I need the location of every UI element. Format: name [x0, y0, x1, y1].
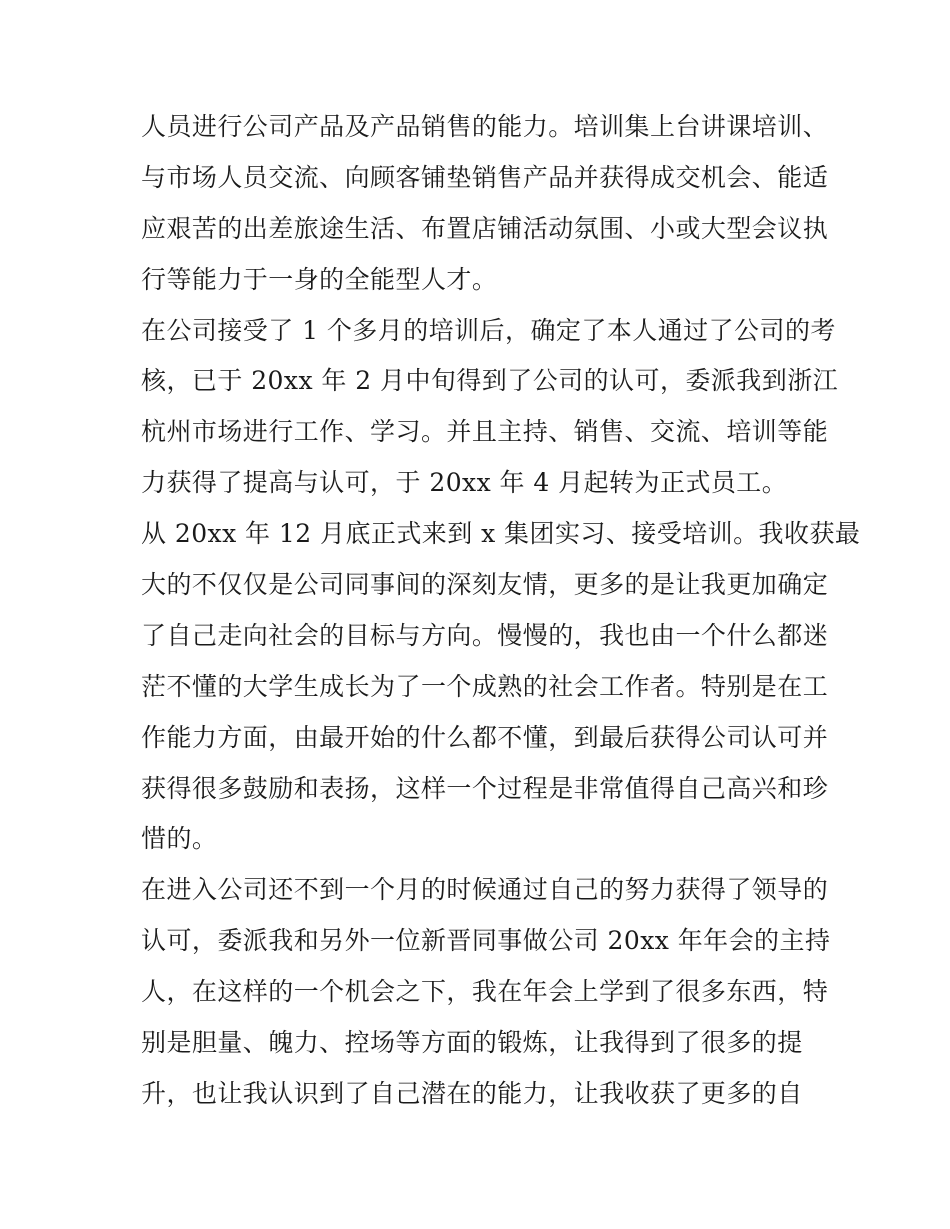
text-line: 茫不懂的大学生成长为了一个成熟的社会工作者。特别是在工: [141, 671, 829, 701]
text-line: 作能力方面，由最开始的什么都不懂，到最后获得公司认可并: [141, 722, 829, 752]
text-line: 从 20xx 年 12 月底正式来到 x 集团实习、接受培训。我收获最: [141, 519, 861, 549]
text-line: 在公司接受了 1 个多月的培训后，确定了本人通过了公司的考: [141, 315, 836, 345]
text-line: 核，已于 20xx 年 2 月中旬得到了公司的认可，委派我到浙江: [141, 366, 839, 396]
text-line: 获得很多鼓励和表扬，这样一个过程是非常值得自己高兴和珍: [141, 773, 829, 803]
text-line: 在进入公司还不到一个月的时候通过自己的努力获得了领导的: [141, 875, 829, 905]
text-line: 人，在这样的一个机会之下，我在年会上学到了很多东西，特: [141, 977, 829, 1007]
text-line: 大的不仅仅是公司同事间的深刻友情，更多的是让我更加确定: [141, 570, 829, 600]
body-text: [141, 102, 861, 1120]
text-line: 了自己走向社会的目标与方向。慢慢的，我也由一个什么都迷: [141, 620, 829, 650]
text-line: 力获得了提高与认可，于 20xx 年 4 月起转为正式员工。: [141, 468, 788, 498]
text-line: 与市场人员交流、向顾客铺垫销售产品并获得成交机会、能适: [141, 162, 829, 192]
text-line: 人员进行公司产品及产品销售的能力。培训集上台讲课培训、: [141, 112, 829, 141]
text-line: 惜的。: [141, 824, 218, 854]
text-line: 杭州市场进行工作、学习。并且主持、销售、交流、培训等能: [141, 417, 829, 447]
text-line: 应艰苦的出差旅途生活、布置店铺活动氛围、小或大型会议执: [141, 213, 829, 243]
text-line: 升，也让我认识到了自己潜在的能力，让我收获了更多的自: [141, 1078, 803, 1108]
text-line: 行等能力于一身的全能型人才。: [141, 264, 498, 294]
text-line: 认可，委派我和另外一位新晋同事做公司 20xx 年年会的主持: [141, 926, 831, 956]
text-line: 别是胆量、魄力、控场等方面的锻炼，让我得到了很多的提: [141, 1028, 803, 1058]
